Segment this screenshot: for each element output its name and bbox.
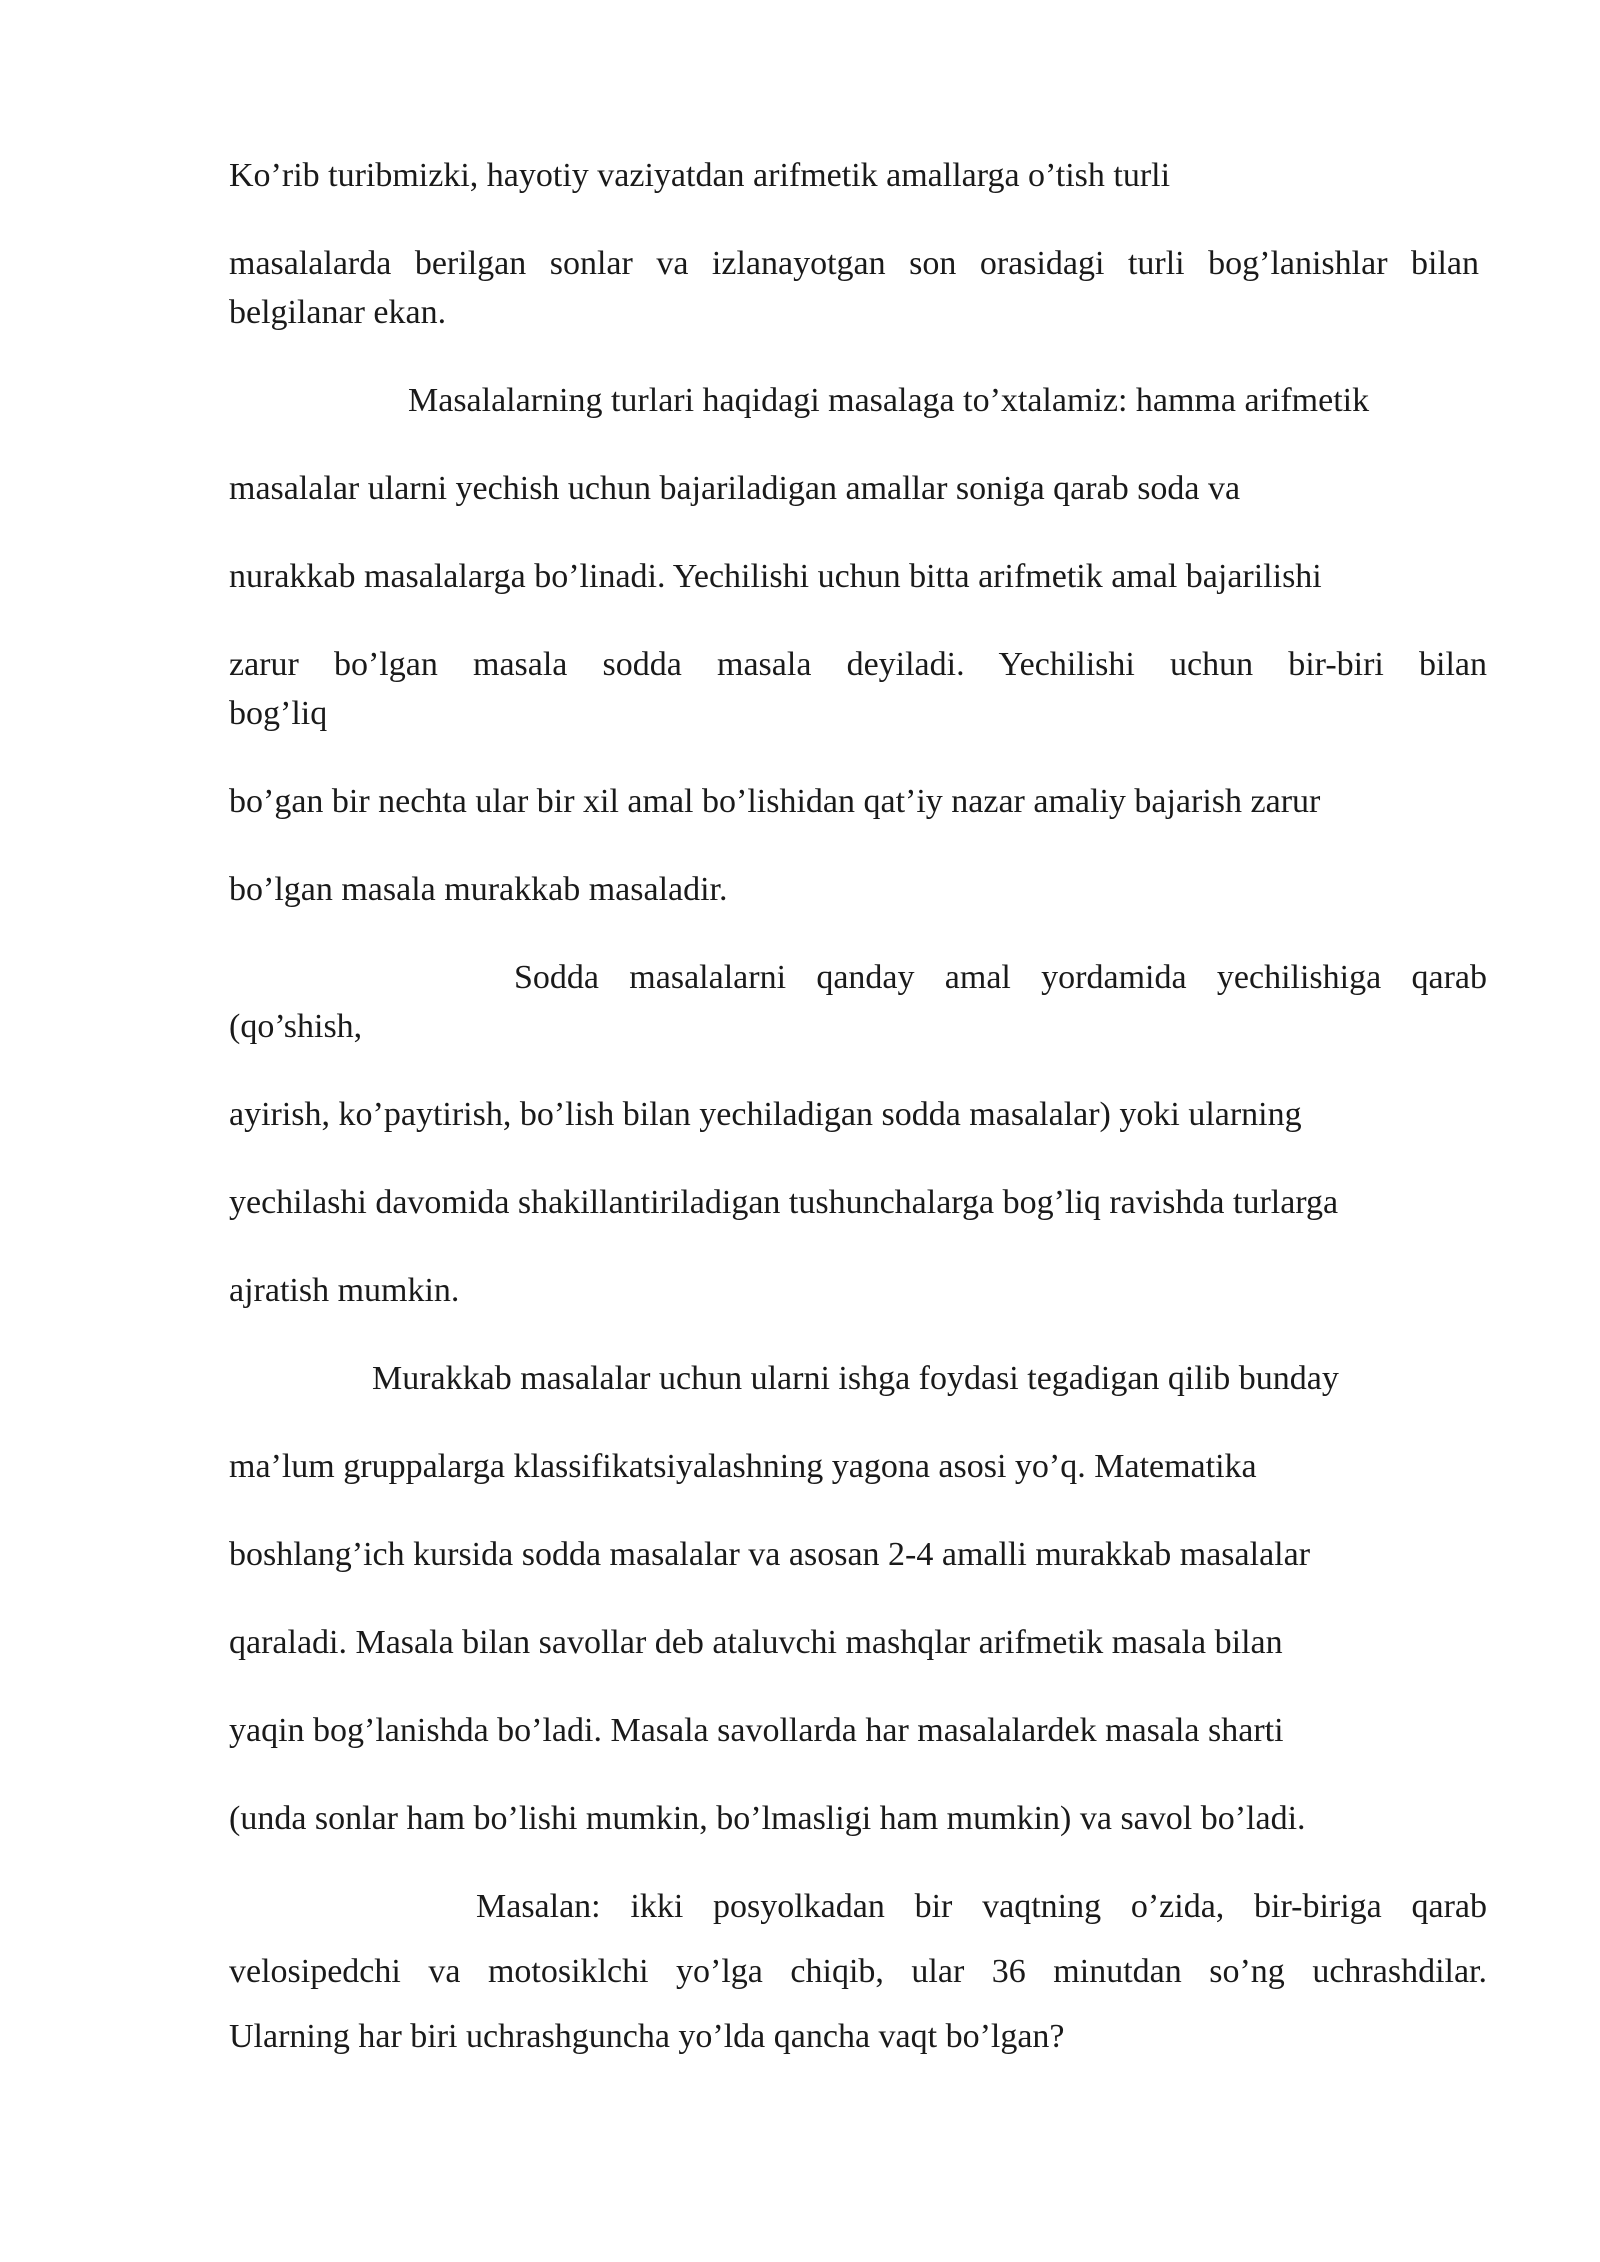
text-line: Murakkab masalalar uchun ularni ishga foydasi tegadigan qilib bunday	[372, 1360, 1339, 1397]
text-line: yaqin bog’lanishda bo’ladi. Masala savollarda har masalalardek masala sharti	[229, 1712, 1284, 1749]
text-line: qaraladi. Masala bilan savollar deb ataluvchi mashqlar arifmetik masala bilan	[229, 1624, 1283, 1661]
text-line: Masalalarning turlari haqidagi masalaga to’xtalamiz: hamma arifmetik	[408, 382, 1370, 419]
text-line: velosipedchi va motosiklchi yo’lga chiqib, ular 36 minutdan so’ng uchrashdilar.	[229, 1953, 1487, 1990]
text-line: nurakkab masalalarga bo’linadi. Yechilishi uchun bitta arifmetik amal bajarilishi	[229, 558, 1322, 595]
text-line: (qo’shish,	[229, 1008, 363, 1045]
text-line: Masalan: ikki posyolkadan bir vaqtning o’zida, bir-biriga qarab	[476, 1888, 1487, 1925]
text-line: bo’gan bir nechta ular bir xil amal bo’lishidan qat’iy nazar amaliy bajarish zarur	[229, 783, 1321, 820]
text-line: boshlang’ich kursida sodda masalalar va asosan 2-4 amalli murakkab masalalar	[229, 1536, 1311, 1573]
text-line: masalalar ularni yechish uchun bajariladigan amallar soniga qarab soda va	[229, 470, 1241, 507]
text-line: ma’lum gruppalarga klassifikatsiyalashning yagona asosi yo’q. Matematika	[229, 1448, 1257, 1485]
text-line: yechilashi davomida shakillantiriladigan tushunchalarga bog’liq ravishda turlarga	[229, 1184, 1339, 1221]
text-line: Sodda masalalarni qanday amal yordamida yechilishiga qarab	[514, 959, 1487, 996]
text-line: belgilanar ekan.	[229, 294, 447, 331]
text-line: Ularning har biri uchrashguncha yo’lda qancha vaqt bo’lgan?	[229, 2018, 1065, 2055]
text-line: (unda sonlar ham bo’lishi mumkin, bo’lmasligi ham mumkin) va savol bo’ladi.	[229, 1800, 1306, 1837]
text-line: ajratish mumkin.	[229, 1272, 460, 1309]
text-line: Ko’rib turibmizki, hayotiy vaziyatdan arifmetik amallarga o’tish turli	[229, 157, 1171, 194]
text-line: zarur bo’lgan masala sodda masala deyiladi. Yechilishi uchun bir-biri bilan	[229, 646, 1487, 683]
text-line: bo’lgan masala murakkab masaladir.	[229, 871, 728, 908]
text-line: ayirish, ko’paytirish, bo’lish bilan yechiladigan sodda masalalar) yoki ularning	[229, 1096, 1302, 1133]
text-line: bog’liq	[229, 695, 328, 732]
text-line: masalalarda berilgan sonlar va izlanayotgan son orasidagi turli bog’lanishlar bilan	[229, 245, 1479, 282]
